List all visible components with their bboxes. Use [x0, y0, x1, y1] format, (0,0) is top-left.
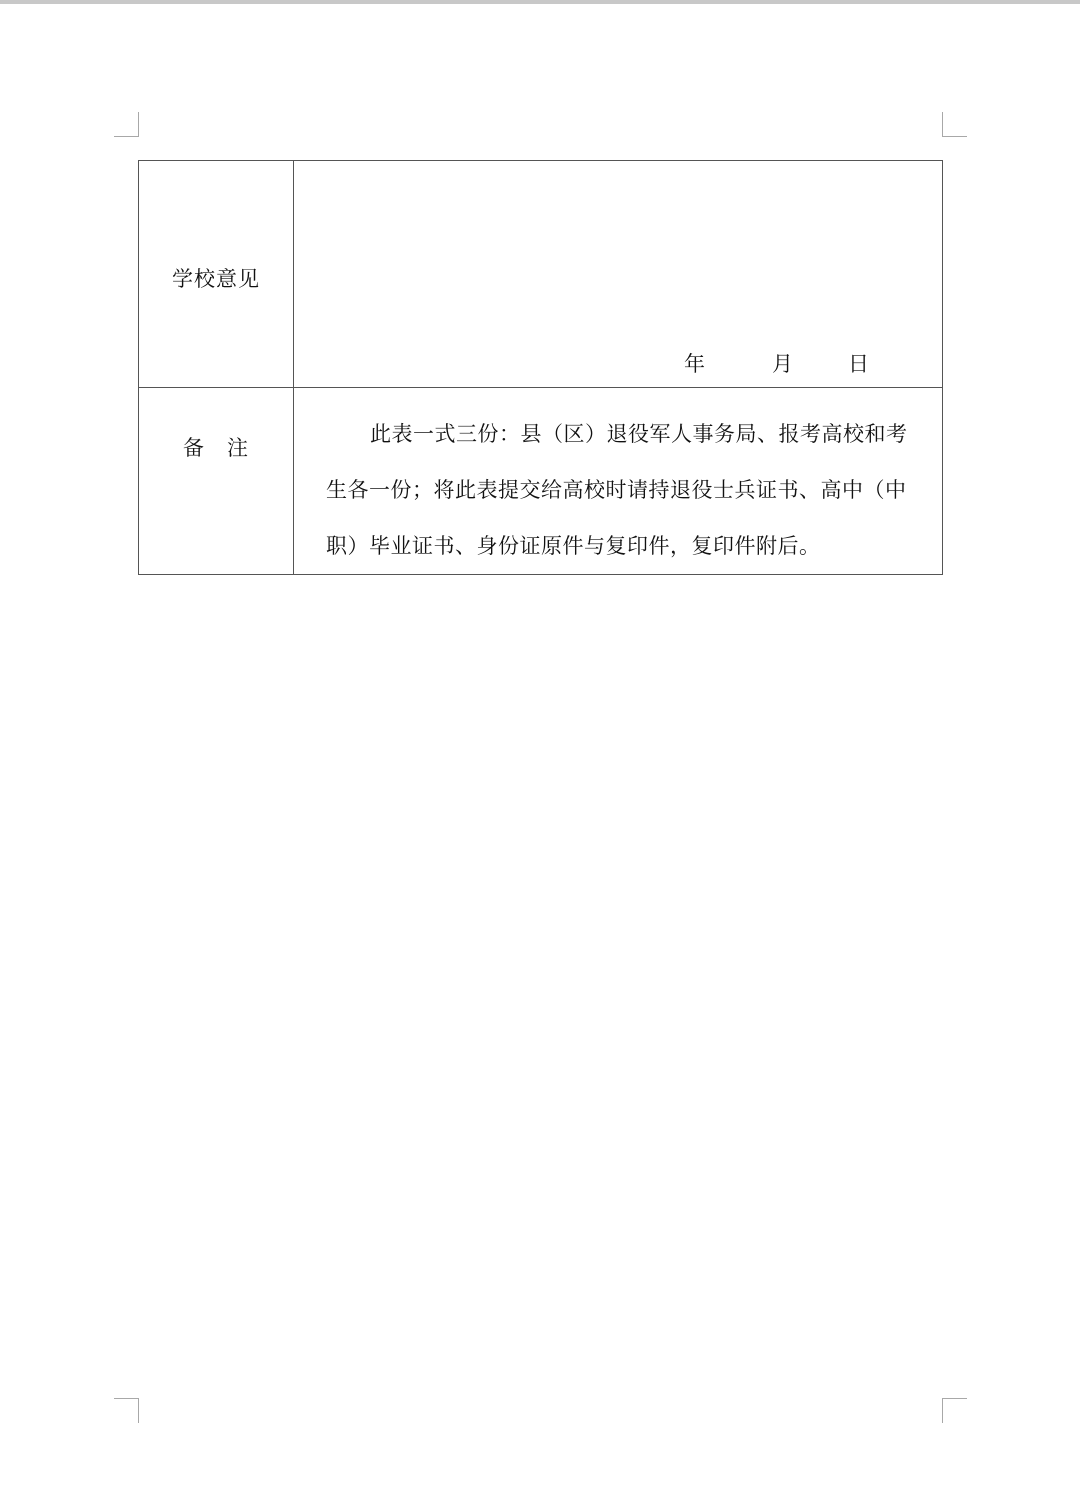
- date-year-label: 年: [684, 352, 705, 376]
- notes-row: [139, 388, 943, 575]
- date-line: [684, 348, 878, 378]
- notes-label-cell: [139, 388, 294, 575]
- notes-text: 此表一式三份：县（区）退役军人事务局、报考高校和考生各一份；将此表提交给高校时请持退役士兵证书、高中（中职）毕业证书、身份证原件与复印件，复印件附后。: [326, 422, 908, 558]
- crop-mark-top-left: [114, 112, 139, 137]
- school-opinion-label-cell: [139, 161, 294, 388]
- crop-mark-top-right: [942, 112, 967, 137]
- school-opinion-label: 学校意见: [172, 267, 260, 291]
- crop-mark-bottom-right: [942, 1398, 967, 1423]
- school-opinion-row: [139, 161, 943, 388]
- notes-label: 备 注: [183, 436, 249, 460]
- top-edge-strip: [0, 0, 1080, 4]
- date-month-label: 月: [772, 352, 793, 376]
- notes-content-cell: [294, 388, 943, 575]
- form-table: [138, 160, 943, 575]
- crop-mark-bottom-left: [114, 1398, 139, 1423]
- school-opinion-input-cell[interactable]: [294, 161, 943, 388]
- date-day-label: 日: [848, 352, 869, 376]
